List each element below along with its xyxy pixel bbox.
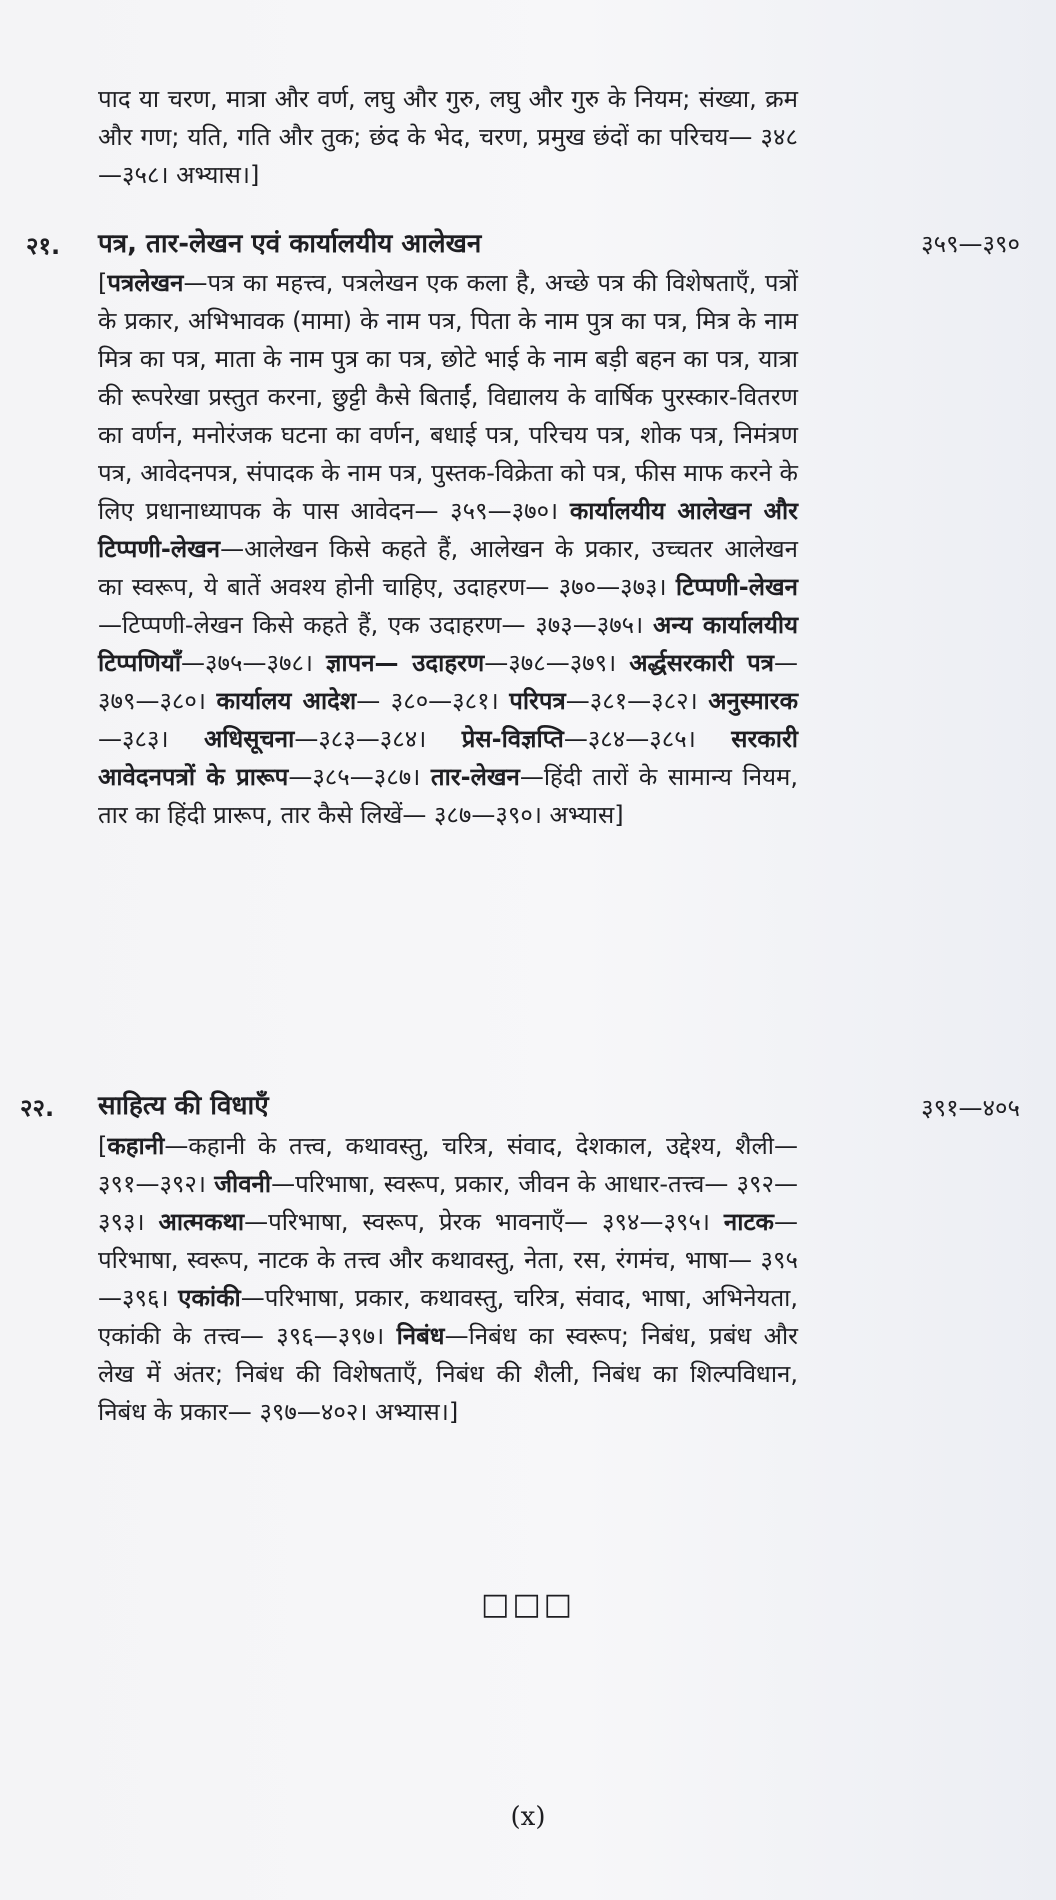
text-run: [ xyxy=(98,1132,108,1160)
text-run: —३८३—३८४। xyxy=(294,725,462,753)
text-run: —टिप्पणी-लेखन किसे कहते हैं, एक उदाहरण— ३७३—३७५। xyxy=(98,611,654,639)
text-run: —३८१—३८२। xyxy=(565,687,709,715)
bold-topic-run: प्रेस-विज्ञप्ति xyxy=(461,725,564,753)
bold-topic-run: तार-लेखन xyxy=(430,763,520,791)
end-separator: □□□ xyxy=(480,1587,576,1622)
text-run: —कहानी के तत्त्व, कथावस्तु, चरित्र, संवाद, देशकाल, उद्देश्य, शैली— ३९१—३९२। xyxy=(98,1132,798,1198)
text-run: —परिभाषा, स्वरूप, नाटक के तत्त्व और कथावस्तु, नेता, रस, रंगमंच, भाषा— ३९५—३९६। xyxy=(98,1208,798,1312)
bold-topic-run: जीवनी xyxy=(214,1170,272,1198)
section-22-body xyxy=(98,1127,798,1431)
bold-topic-run: टिप्पणी-लेखन xyxy=(675,573,798,601)
text-run: —३८४—३८५। xyxy=(563,725,732,753)
text-run: [ xyxy=(98,269,108,297)
text-run: —३८५—३८७। xyxy=(288,763,431,791)
bold-topic-run: अर्द्धसरकारी पत्र xyxy=(629,649,774,677)
bold-topic-run: परिपत्र xyxy=(509,687,566,715)
bold-topic-run: नाटक xyxy=(723,1208,774,1236)
bold-topic-run: अधिसूचना xyxy=(204,725,295,753)
bold-topic-run: अन्य कार्यालयीय टिप्पणियाँ xyxy=(98,611,798,677)
section-22-pages: ३९१—४०५ xyxy=(921,1094,1020,1122)
text-run: —हिंदी तारों के सामान्य नियम, तार का हिंदी प्रारूप, तार कैसे लिखें— ३८७—३९०। अभ्यास] xyxy=(98,763,798,829)
bold-topic-run: कहानी xyxy=(107,1132,165,1160)
bold-topic-run: कार्यालयीय आलेखन और टिप्पणी-लेखन xyxy=(98,497,798,563)
text-run: —परिभाषा, स्वरूप, प्रेरक भावनाएँ— ३९४—३९५। xyxy=(244,1208,724,1236)
bold-topic-run: सरकारी आवेदनपत्रों के प्रारूप xyxy=(98,725,798,791)
bold-topic-run: आत्मकथा xyxy=(158,1208,245,1236)
section-21-number: २१. xyxy=(26,232,61,260)
section-22-number: २२. xyxy=(20,1094,55,1122)
text-run: —परिभाषा, स्वरूप, प्रकार, जीवन के आधार-तत्त्व— ३९२—३९३। xyxy=(98,1170,798,1236)
bold-topic-run: निबंध xyxy=(396,1322,445,1350)
text-run: —पत्र का महत्त्व, पत्रलेखन एक कला है, अच्छे पत्र की विशेषताएँ, पत्रों के प्रकार, अभिभावक (मामा) के नाम पत्र, पिता के नाम पुत्र का पत्र, मित्र के नाम मित्र का पत्र, माता के नाम पुत्र का पत्र, छोटे भाई के नाम बड़ी बहन का पत्र, यात्रा की रूपरेखा प्रस्तुत करना, छुट्टी कैसे बिताईं, विद्यालय के वार्षिक पुरस्कार-वितरण का वर्णन, मनोरंजक घटना का वर्णन, बधाई पत्र, परिचय पत्र, शोक पत्र, निमंत्रण पत्र, आवेदनपत्र, संपादक के नाम पत्र, पुस्तक-विक्रेता को पत्र, फीस माफ करने के लिए प्रधानाध्यापक के पास आवेदन— ३५९—३७०। xyxy=(98,269,798,525)
section-21-pages: ३५९—३९० xyxy=(921,230,1020,258)
text-run: —निबंध का स्वरूप; निबंध, प्रबंध और लेख में अंतर; निबंध की विशेषताएँ, निबंध की शैली, निबंध का शिल्पविधान, निबंध के प्रकार— ३९७—४०२। अभ्यास।] xyxy=(98,1322,798,1426)
text-run: —आलेखन किसे कहते हैं, आलेखन के प्रकार, उच्चतर आलेखन का स्वरूप, ये बातें अवश्य होनी चाहिए, उदाहरण— ३७०—३७३। xyxy=(98,535,798,601)
text-run: — ३८०—३८१। xyxy=(356,687,510,715)
text-run: —३७९—३८०। xyxy=(98,649,798,715)
intro-paragraph: पाद या चरण, मात्रा और वर्ण, लघु और गुरु, लघु और गुरु के नियम; संख्या, क्रम और गण; यति, गति और तुक; छंद के भेद, चरण, प्रमुख छंदों का परिचय— ३४८—३५८। अभ्यास।] xyxy=(98,85,798,189)
page-number: (x) xyxy=(510,1802,546,1832)
bold-topic-run: कार्यालय आदेश xyxy=(216,687,357,715)
text-run: —३८३। xyxy=(98,725,204,753)
bold-topic-run: अनुस्मारक xyxy=(708,687,799,715)
text-run: —परिभाषा, प्रकार, कथावस्तु, चरित्र, संवाद, भाषा, अभिनेयता, एकांकी के तत्त्व— ३९६—३९७। xyxy=(98,1284,798,1350)
section-21-title: पत्र, तार-लेखन एवं कार्यालयीय आलेखन xyxy=(98,229,482,259)
text-run: —३७५—३७८। xyxy=(181,649,326,677)
bold-topic-run: एकांकी xyxy=(178,1284,241,1312)
bold-topic-run: ज्ञापन— उदाहरण xyxy=(325,649,485,677)
section-22-title: साहित्य की विधाएँ xyxy=(98,1091,269,1121)
text-run: —३७८—३७९। xyxy=(484,649,630,677)
section-21-body xyxy=(98,264,798,834)
bold-topic-run: पत्रलेखन xyxy=(107,269,184,297)
